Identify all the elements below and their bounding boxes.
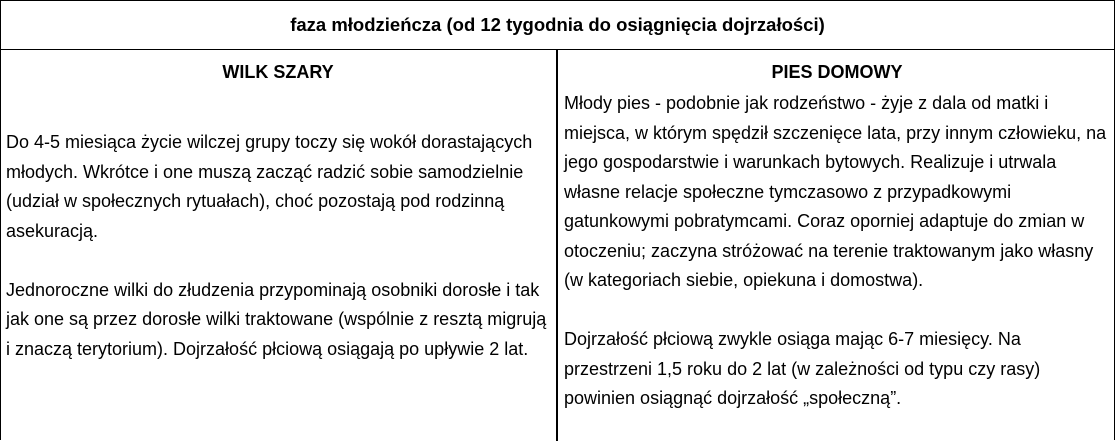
paragraph-pies-2: Dojrzałość płciową zwykle osiąga mając 6-7 miesięcy. Na przestrzeni 1,5 roku do 2 lat (w zależności od typu czy rasy) powinien osiągnąć dojrzałość „społeczną”. [564, 329, 1041, 408]
column-pies-domowy [558, 50, 1114, 441]
paragraph-wilk-1: Do 4-5 miesiąca życie wilczej grupy toczy się wokół dorastających młodych. Wkrótce i one muszą zacząć radzić sobie samodzielnie (udział w społecznych rytuałach), choć pozostają pod rodzinną asekuracją. [6, 132, 533, 241]
column-header-pies-domowy: PIES DOMOWY [771, 62, 903, 82]
column-body-pies-domowy [564, 89, 1110, 414]
paragraph-spacer [564, 296, 1110, 326]
paragraph-wilk-2: Jednoroczne wilki do złudzenia przypominają osobniki dorosłe i tak jak one są przez dorosłe wilki traktowane (wspólnie z resztą migrują i znaczą terytorium). Dojrzałość płciową osiągają po upływie 2 lat. [6, 279, 547, 359]
table-title: faza młodzieńcza (od 12 tygodnia do osiągnięcia dojrzałości) [1, 1, 1114, 50]
column-wilk-szary [1, 50, 556, 441]
paragraph-pies-1: Młody pies - podobnie jak rodzeństwo - żyje z dala od matki i miejsca, w którym spędził szczenięce lata, przy innym człowieku, na jego gospodarstwie i warunkach bytowych. Realizuje i utrwala własne relacje społeczne tymczasowo z przypadkowymi gatunkowymi pobratymcami. Coraz oporniej adaptuje do zmian w otoczeniu; zaczyna stróżować na terenie traktowanym jako własny (w kategoriach siebie, opiekuna i domostwa). [564, 93, 1107, 290]
column-body-wilk-szary [6, 128, 550, 364]
paragraph-spacer [6, 246, 550, 276]
column-header-wilk-szary: WILK SZARY [222, 62, 334, 82]
